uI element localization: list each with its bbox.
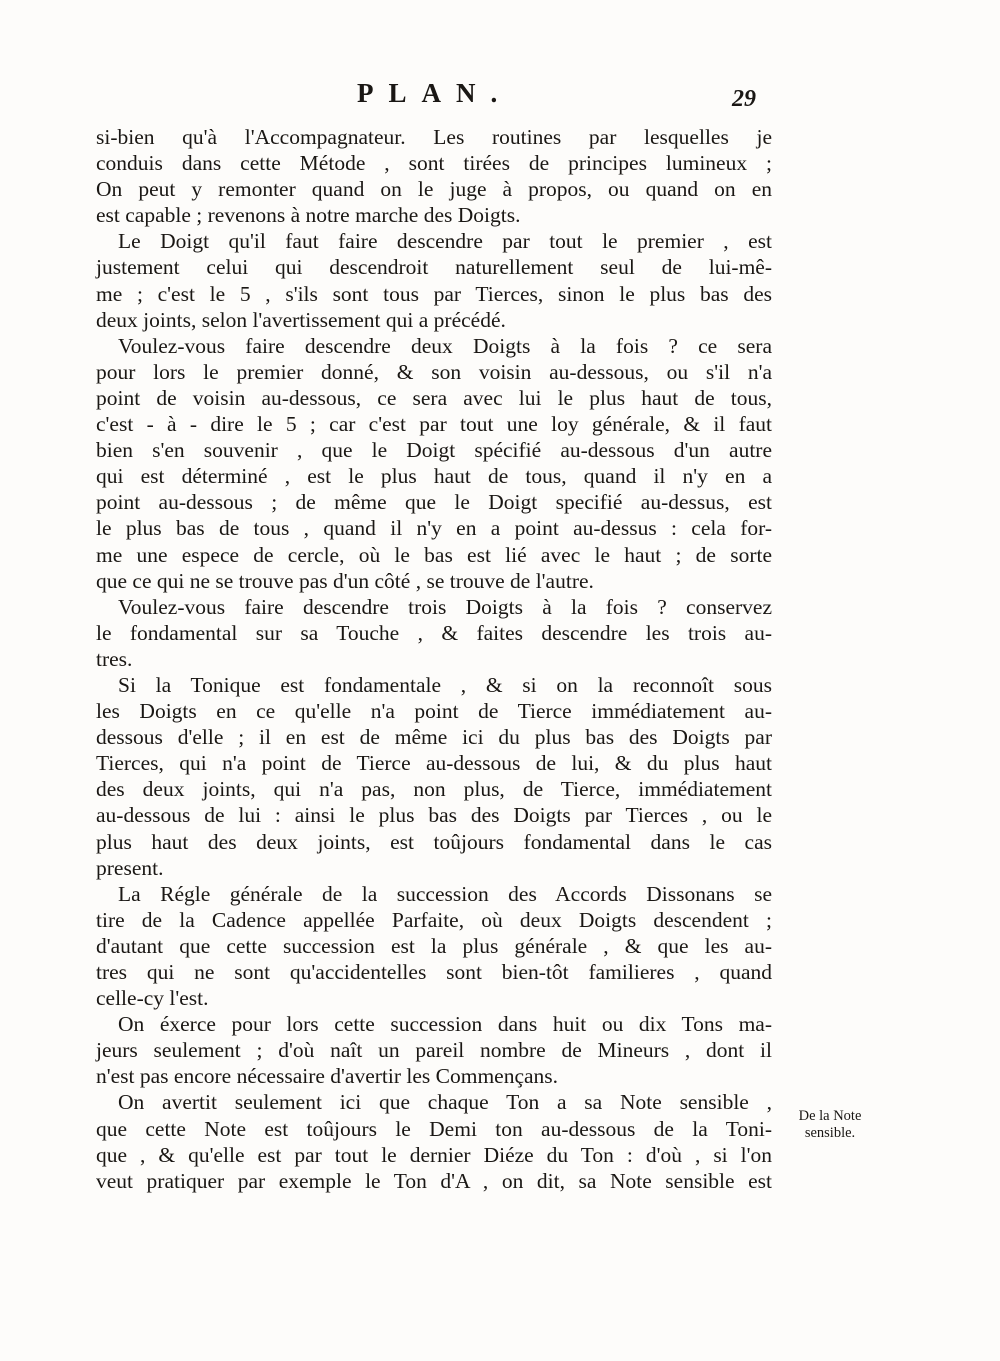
text-line: qui est déterminé , est le plus haut de tous, quand il n'y en a: [96, 464, 772, 489]
text-line: d'autant que cette succession est la plus générale , & que les au-: [96, 933, 772, 958]
margin-note-line: De la Note: [798, 1108, 862, 1124]
text-line: veut pratiquer par exemple le Ton d'A , on dit, sa Note sensible est: [96, 1168, 772, 1193]
text-line: au-dessous de lui : ainsi le plus bas des Doigts par Tierces , ou le: [96, 803, 772, 828]
text-line: dessous d'elle ; il en est de même ici du plus bas des Doigts par: [96, 725, 772, 750]
text-line: le plus bas de tous , quand il n'y en a point au-dessus : cela for-: [96, 516, 772, 541]
text-line: conduis dans cette Métode , sont tirées de principes lumineux ;: [96, 151, 772, 176]
text-line: plus haut des deux joints, est toûjours fondamental dans le cas: [96, 829, 772, 854]
text-line: Voulez-vous faire descendre trois Doigts à la fois ? conservez: [118, 594, 772, 619]
text-line: justement celui qui descendroit naturellement seul de lui-mê-: [96, 255, 772, 280]
text-line: des deux joints, qui n'a pas, non plus, de Tierce, immédiatement: [96, 777, 772, 802]
text-line: Voulez-vous faire descendre deux Doigts à la fois ? ce sera: [118, 333, 772, 358]
text-line: le fondamental sur sa Touche , & faites descendre les trois au-: [96, 620, 772, 645]
margin-note-line: sensible.: [804, 1125, 856, 1141]
text-line: n'est pas encore nécessaire d'avertir les Commençans.: [96, 1064, 559, 1089]
text-line: est capable ; revenons à notre marche des Doigts.: [96, 203, 521, 228]
text-line: que , & qu'elle est par tout le dernier Diéze du Ton : d'où , si l'on: [96, 1142, 772, 1167]
margin-note: [780, 1108, 880, 1142]
text-line: Tierces, qui n'a point de Tierce au-dessous de lui, & du plus haut: [96, 751, 772, 776]
page-number: 29: [732, 86, 756, 112]
running-head: [0, 78, 1000, 118]
text-line: tres.: [96, 646, 133, 671]
text-line: tire de la Cadence appellée Parfaite, où deux Doigts descendent ;: [96, 907, 772, 932]
text-line: bien s'en souvenir , que le Doigt spécifié au-dessous d'un autre: [96, 438, 772, 463]
text-line: On avertit seulement ici que chaque Ton a sa Note sensible ,: [118, 1090, 772, 1115]
text-line: deux joints, selon l'avertissement qui a précédé.: [96, 307, 506, 332]
body-text: [96, 124, 772, 1194]
text-line: me une espece de cercle, où le bas est lié avec le haut ; de sorte: [96, 542, 772, 567]
text-line: si-bien qu'à l'Accompagnateur. Les routines par lesquelles je: [96, 125, 772, 149]
text-line: Si la Tonique est fondamentale , & si on la reconnoît sous: [118, 672, 772, 697]
text-line: point de voisin au-dessous, ce sera avec lui le plus haut de tous,: [96, 385, 772, 410]
text-line: On éxerce pour lors cette succession dans huit ou dix Tons ma-: [118, 1012, 772, 1037]
text-line: On peut y remonter quand on le juge à propos, ou quand on en: [96, 177, 772, 202]
text-line: me ; c'est le 5 , s'ils sont tous par Tierces, sinon le plus bas des: [96, 281, 772, 306]
text-line: celle-cy l'est.: [96, 986, 209, 1011]
text-line: point au-dessous ; de même que le Doigt specifié au-dessus, est: [96, 490, 772, 515]
text-line: tres qui ne sont qu'accidentelles sont bien-tôt familieres , quand: [96, 960, 772, 984]
text-line: c'est - à - dire le 5 ; car c'est par tout une loy générale, & il faut: [96, 412, 772, 437]
running-head-title: PLAN.: [357, 78, 513, 108]
text-line: les Doigts en ce qu'elle n'a point de Tierce immédiatement au-: [96, 699, 772, 724]
text-line: La Régle générale de la succession des Accords Dissonans se: [118, 881, 772, 906]
text-line: pour lors le premier donné, & son voisin au-dessous, ou s'il n'a: [96, 359, 772, 384]
text-line: que cette Note est toûjours le Demi ton au-dessous de la Toni-: [96, 1116, 772, 1141]
text-line: Le Doigt qu'il faut faire descendre par tout le premier , est: [118, 229, 772, 254]
text-line: que ce qui ne se trouve pas d'un côté , se trouve de l'autre.: [96, 568, 594, 593]
text-line: jeurs seulement ; d'où naît un pareil nombre de Mineurs , dont il: [96, 1038, 772, 1063]
text-line: present.: [96, 855, 164, 880]
